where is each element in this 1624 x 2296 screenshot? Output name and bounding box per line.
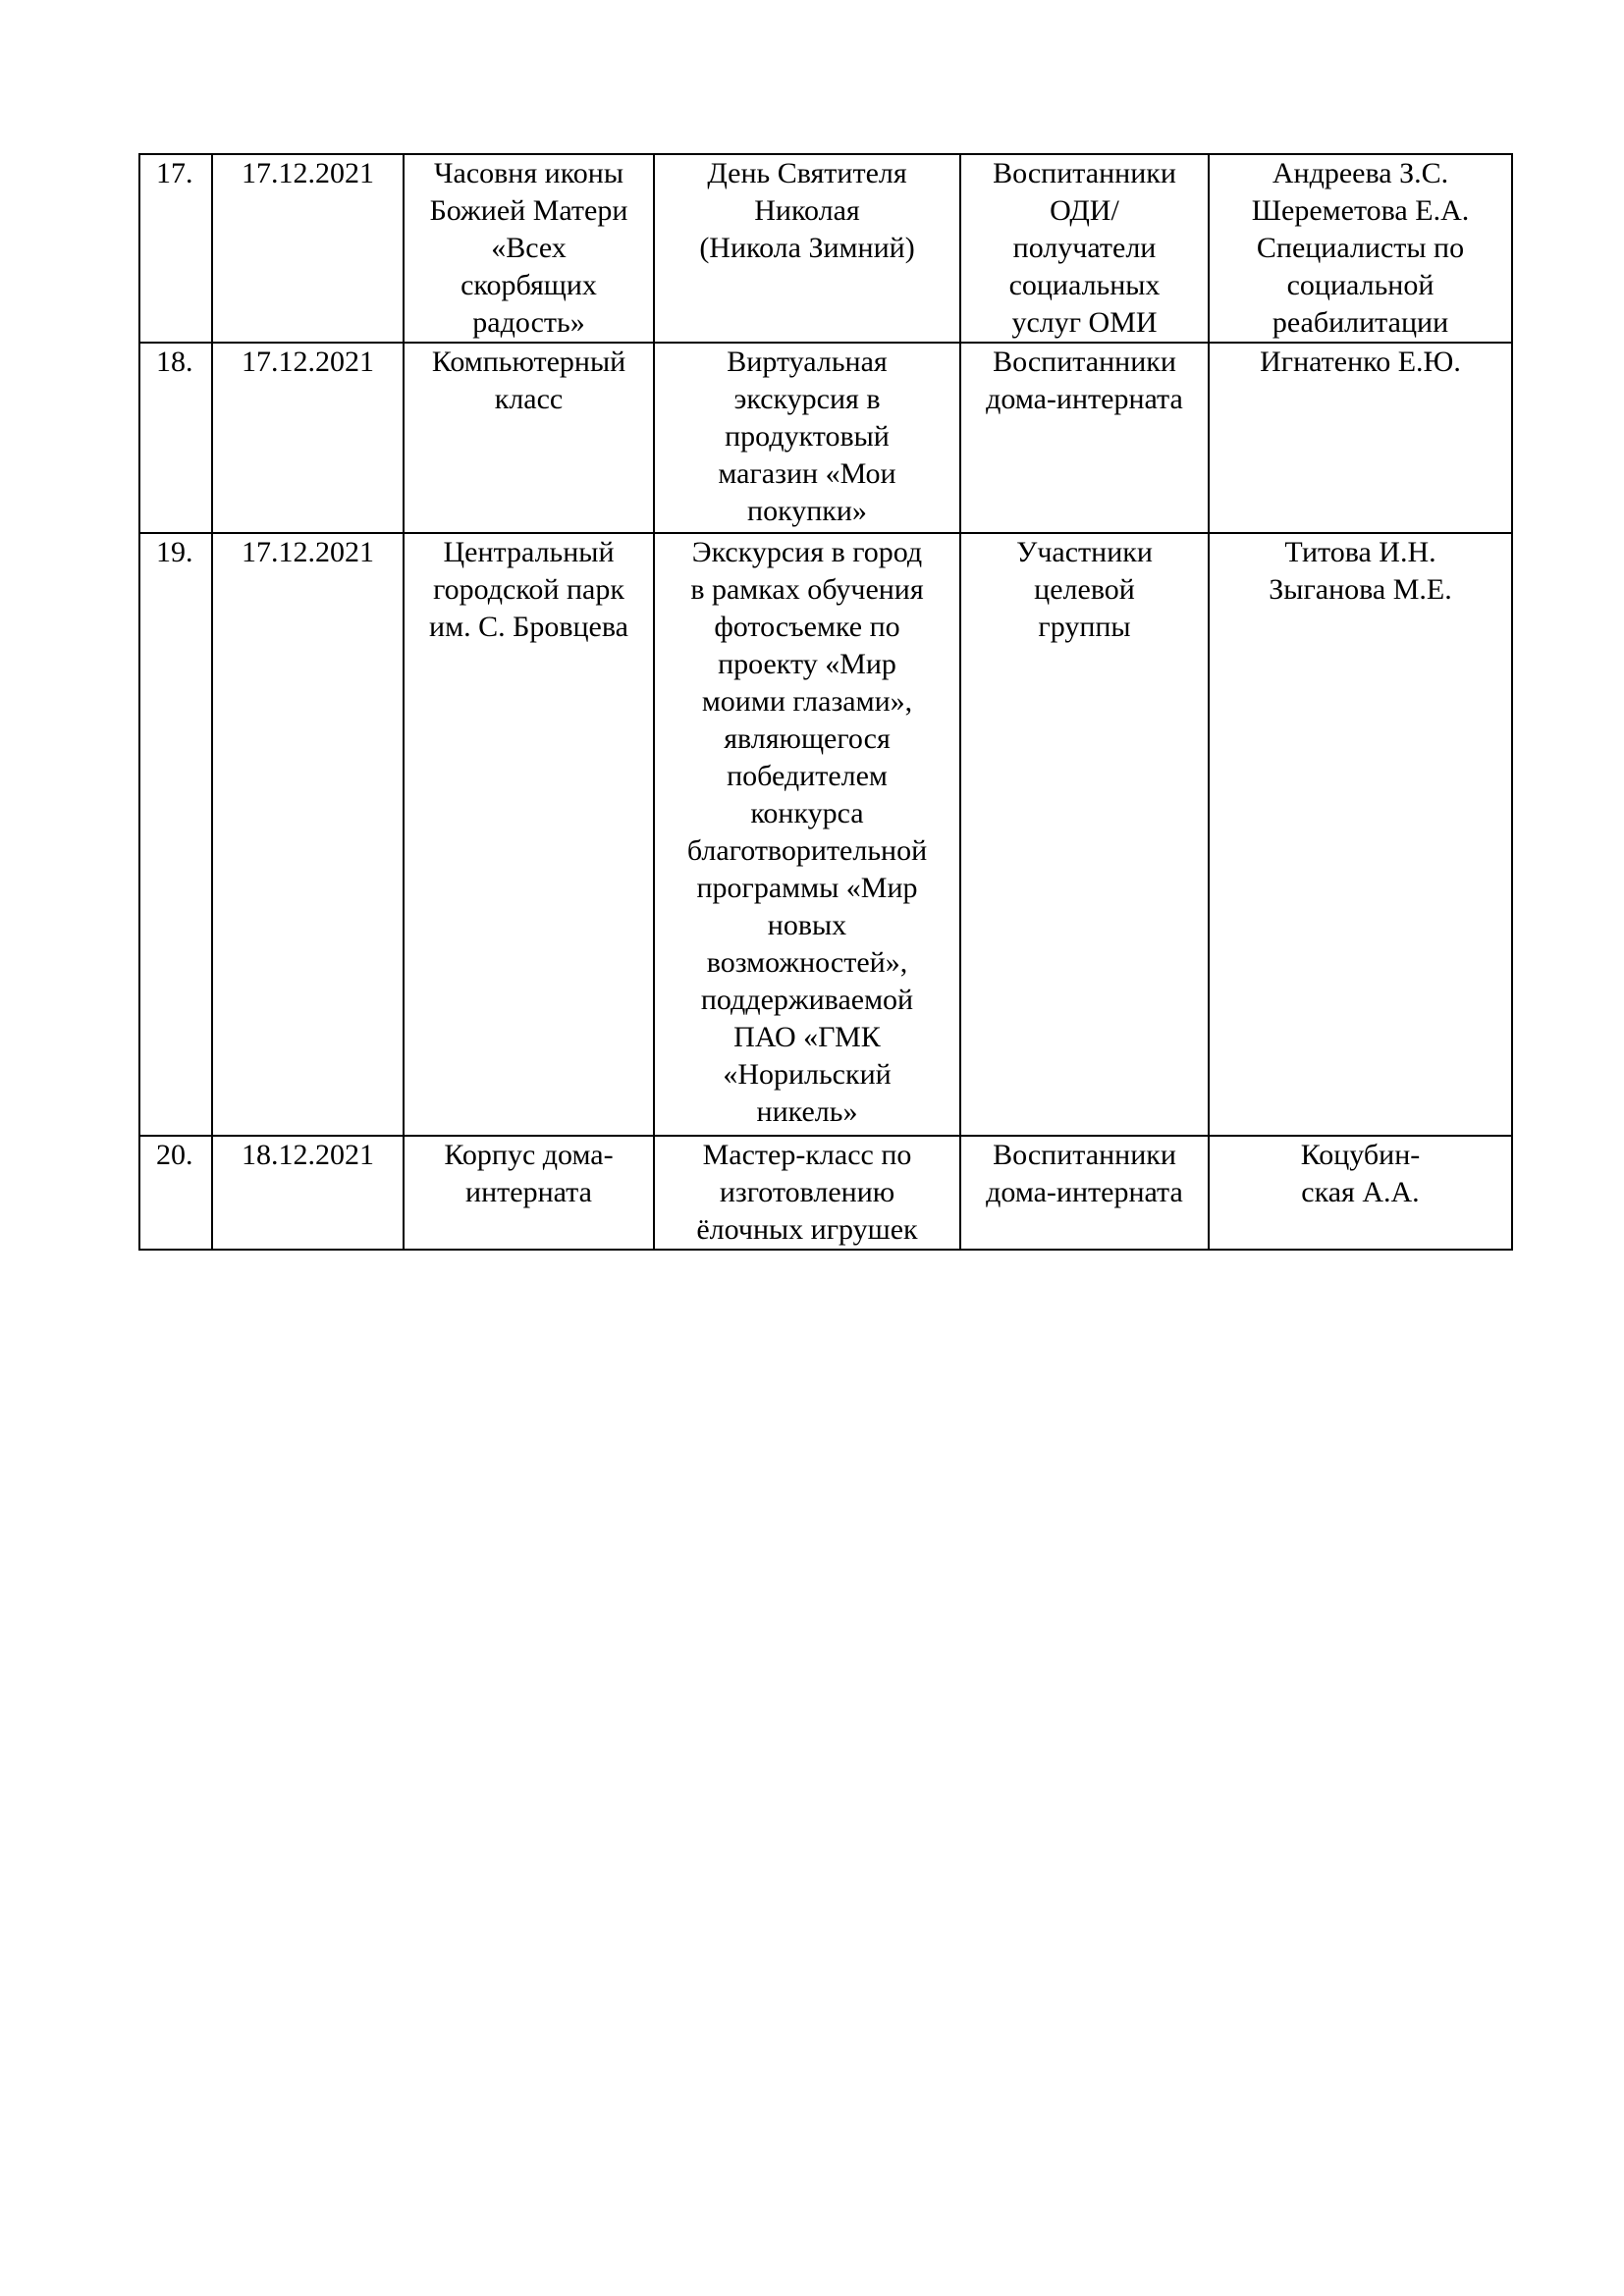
event-cell: Виртуальная экскурсия в продуктовый магазин «Мои покупки»	[654, 343, 960, 533]
responsible-cell: Коцубин- ская А.А.	[1209, 1136, 1512, 1250]
table-row	[139, 533, 1512, 1136]
participants-cell: Воспитанники дома-интерната	[960, 1136, 1209, 1250]
participants-cell: Воспитанники дома-интерната	[960, 343, 1209, 533]
events-table	[138, 153, 1513, 1251]
place-cell: Корпус дома- интерната	[404, 1136, 654, 1250]
date-cell: 17.12.2021	[212, 533, 404, 1136]
responsible-cell: Титова И.Н. Зыганова М.Е.	[1209, 533, 1512, 1136]
date-cell: 17.12.2021	[212, 343, 404, 533]
table-row	[139, 1136, 1512, 1250]
responsible-cell: Игнатенко Е.Ю.	[1209, 343, 1512, 533]
place-cell: Центральный городской парк им. С. Бровцева	[404, 533, 654, 1136]
place-cell: Часовня иконы Божией Матери «Всех скорбящих радость»	[404, 154, 654, 343]
event-cell: Мастер-класс по изготовлению ёлочных игрушек	[654, 1136, 960, 1250]
responsible-cell: Андреева З.С. Шереметова Е.А. Специалисты по социальной реабилитации	[1209, 154, 1512, 343]
row-number-cell: 19.	[139, 533, 212, 1136]
event-cell: День Святителя Николая (Никола Зимний)	[654, 154, 960, 343]
row-number-cell: 17.	[139, 154, 212, 343]
date-cell: 17.12.2021	[212, 154, 404, 343]
table-row	[139, 343, 1512, 533]
table-row	[139, 154, 1512, 343]
row-number-cell: 20.	[139, 1136, 212, 1250]
date-cell: 18.12.2021	[212, 1136, 404, 1250]
event-cell: Экскурсия в город в рамках обучения фотосъемке по проекту «Мир моими глазами», являющегося победителем конкурса благотворительной программы «Мир новых возможностей», поддерживаемой ПАО «ГМК «Норильский никель»	[654, 533, 960, 1136]
participants-cell: Участники целевой группы	[960, 533, 1209, 1136]
place-cell: Компьютерный класс	[404, 343, 654, 533]
row-number-cell: 18.	[139, 343, 212, 533]
participants-cell: Воспитанники ОДИ/ получатели социальных услуг ОМИ	[960, 154, 1209, 343]
